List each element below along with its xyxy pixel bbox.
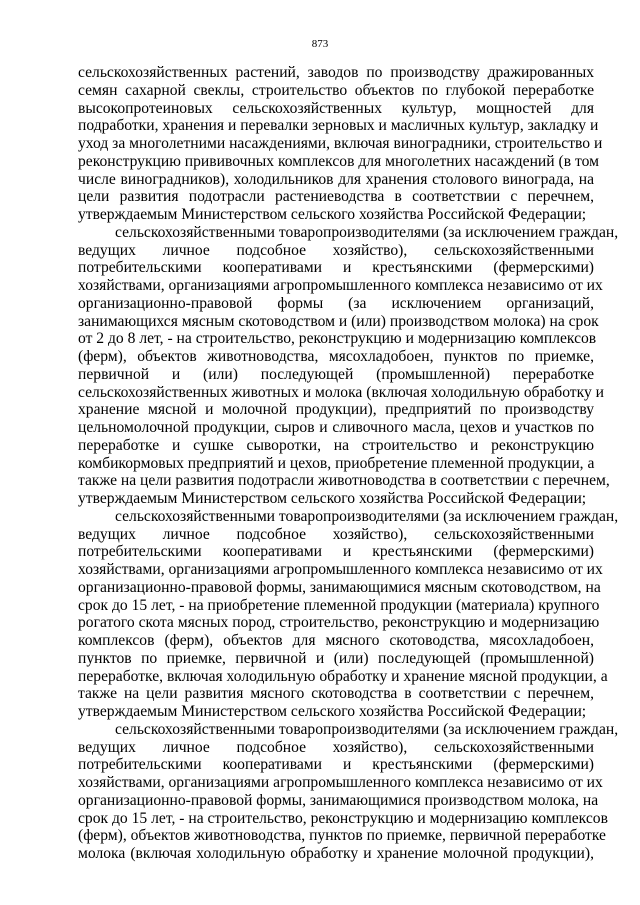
text-line: потребительскими кооперативами и крестьянскими (фермерскими) [78,543,594,561]
text-line: хранение мясной и молочной продукции), предприятий по производству [78,401,594,419]
paragraph-first-line: сельскохозяйственными товаропроизводителями (за исключением граждан, [115,223,619,241]
text-line: организационно-правовой формы (за исключением организаций, [78,294,594,312]
text-line: рогатого скота мясных пород, строительство, реконструкцию и модернизацию [78,614,600,632]
text-line: переработке и сушке сыворотки, на строительство и реконструкцию [78,436,594,454]
page-number: 873 [311,38,329,50]
text-line: срок до 15 лет, - на строительство, реконструкцию и модернизацию комплексов [78,809,608,827]
text-line: занимающихся мясным скотоводством и (или) производством молока) на срок [78,312,599,330]
text-line: также на цели развития подотрасли животноводства в соответствии с перечнем, [78,472,610,490]
document-body [78,64,619,863]
text-line: сельскохозяйственных животных и молока (включая холодильную обработку и [78,383,605,401]
text-line: хозяйствами, организациями агропромышленного комплекса независимо от их [78,561,603,578]
text-line: реконструкцию прививочных комплексов для многолетних насаждений (в том [78,152,599,170]
text-line: (ферм), объектов животноводства, мясохладобоен, пунктов по приемке, [78,348,594,365]
text-line: уход за многолетними насаждениями, включая виноградники, строительство и [78,135,603,152]
text-line: семян сахарной свеклы, строительство объектов по глубокой переработке [78,81,594,99]
text-line: потребительскими кооперативами и крестьянскими (фермерскими) [78,259,594,277]
text-line: от 2 до 8 лет, - на строительство, реконструкцию и модернизацию комплексов [78,330,597,348]
text-line: (ферм), объектов животноводства, пунктов по приемке, первичной переработке [78,827,606,845]
text-line: ведущих личное подсобное хозяйство), сельскохозяйственными [78,241,594,259]
text-line: числе виноградников), холодильников для хранения столового винограда, на [78,170,594,188]
text-line: ведущих личное подсобное хозяйство), сельскохозяйственными [78,525,594,543]
text-line: сельскохозяйственных растений, заводов по производству дражированных [78,64,594,81]
text-line: первичной и (или) последующей (промышленной) переработке [78,365,594,383]
paragraph-first-line: сельскохозяйственными товаропроизводителями (за исключением граждан, [115,507,619,525]
text-line: комплексов (ферм), объектов для мясного скотоводства, мясохладобоен, [78,632,594,649]
text-line: подработки, хранения и перевалки зерновых и масличных культур, закладку и [78,117,599,135]
paragraph-first-line: сельскохозяйственными товаропроизводителями (за исключением граждан, [115,720,619,738]
text-line: срок до 15 лет, - на приобретение племенной продукции (материала) крупного [78,596,600,614]
text-line: утверждаемым Министерством сельского хозяйства Российской Федерации; [78,206,587,223]
text-line: пунктов по приемке, первичной и (или) последующей (промышленной) [78,649,594,667]
text-line: организационно-правовой формы, занимающимися производством молока, на [78,791,599,809]
text-line: молока (включая холодильную обработку и хранение молочной продукции), [78,845,594,862]
text-line: ведущих личное подсобное хозяйство), сельскохозяйственными [78,738,594,756]
text-line: цельномолочной продукции, сыров и сливочного масла, цехов и участков по [78,419,594,436]
text-line: цели развития подотрасли растениеводства в соответствии с перечнем, [78,188,594,206]
text-line: комбикормовых предприятий и цехов, приобретение племенной продукции, а [78,454,595,472]
text-line: организационно-правовой формы, занимающимися мясным скотоводством, на [78,578,601,596]
text-line: также на цели развития мясного скотоводства в соответствии с перечнем, [78,685,594,703]
text-line: утверждаемым Министерством сельского хозяйства Российской Федерации; [78,703,587,720]
text-line: хозяйствами, организациями агропромышленного комплекса независимо от их [78,277,603,294]
text-line: потребительскими кооперативами и крестьянскими (фермерскими) [78,756,594,774]
text-line: утверждаемым Министерством сельского хозяйства Российской Федерации; [78,490,587,507]
text-line: переработке, включая холодильную обработку и хранение мясной продукции, а [78,667,608,685]
text-line: высокопротеиновых сельскохозяйственных культур, мощностей для [78,99,594,117]
text-line: хозяйствами, организациями агропромышленного комплекса независимо от их [78,774,603,791]
